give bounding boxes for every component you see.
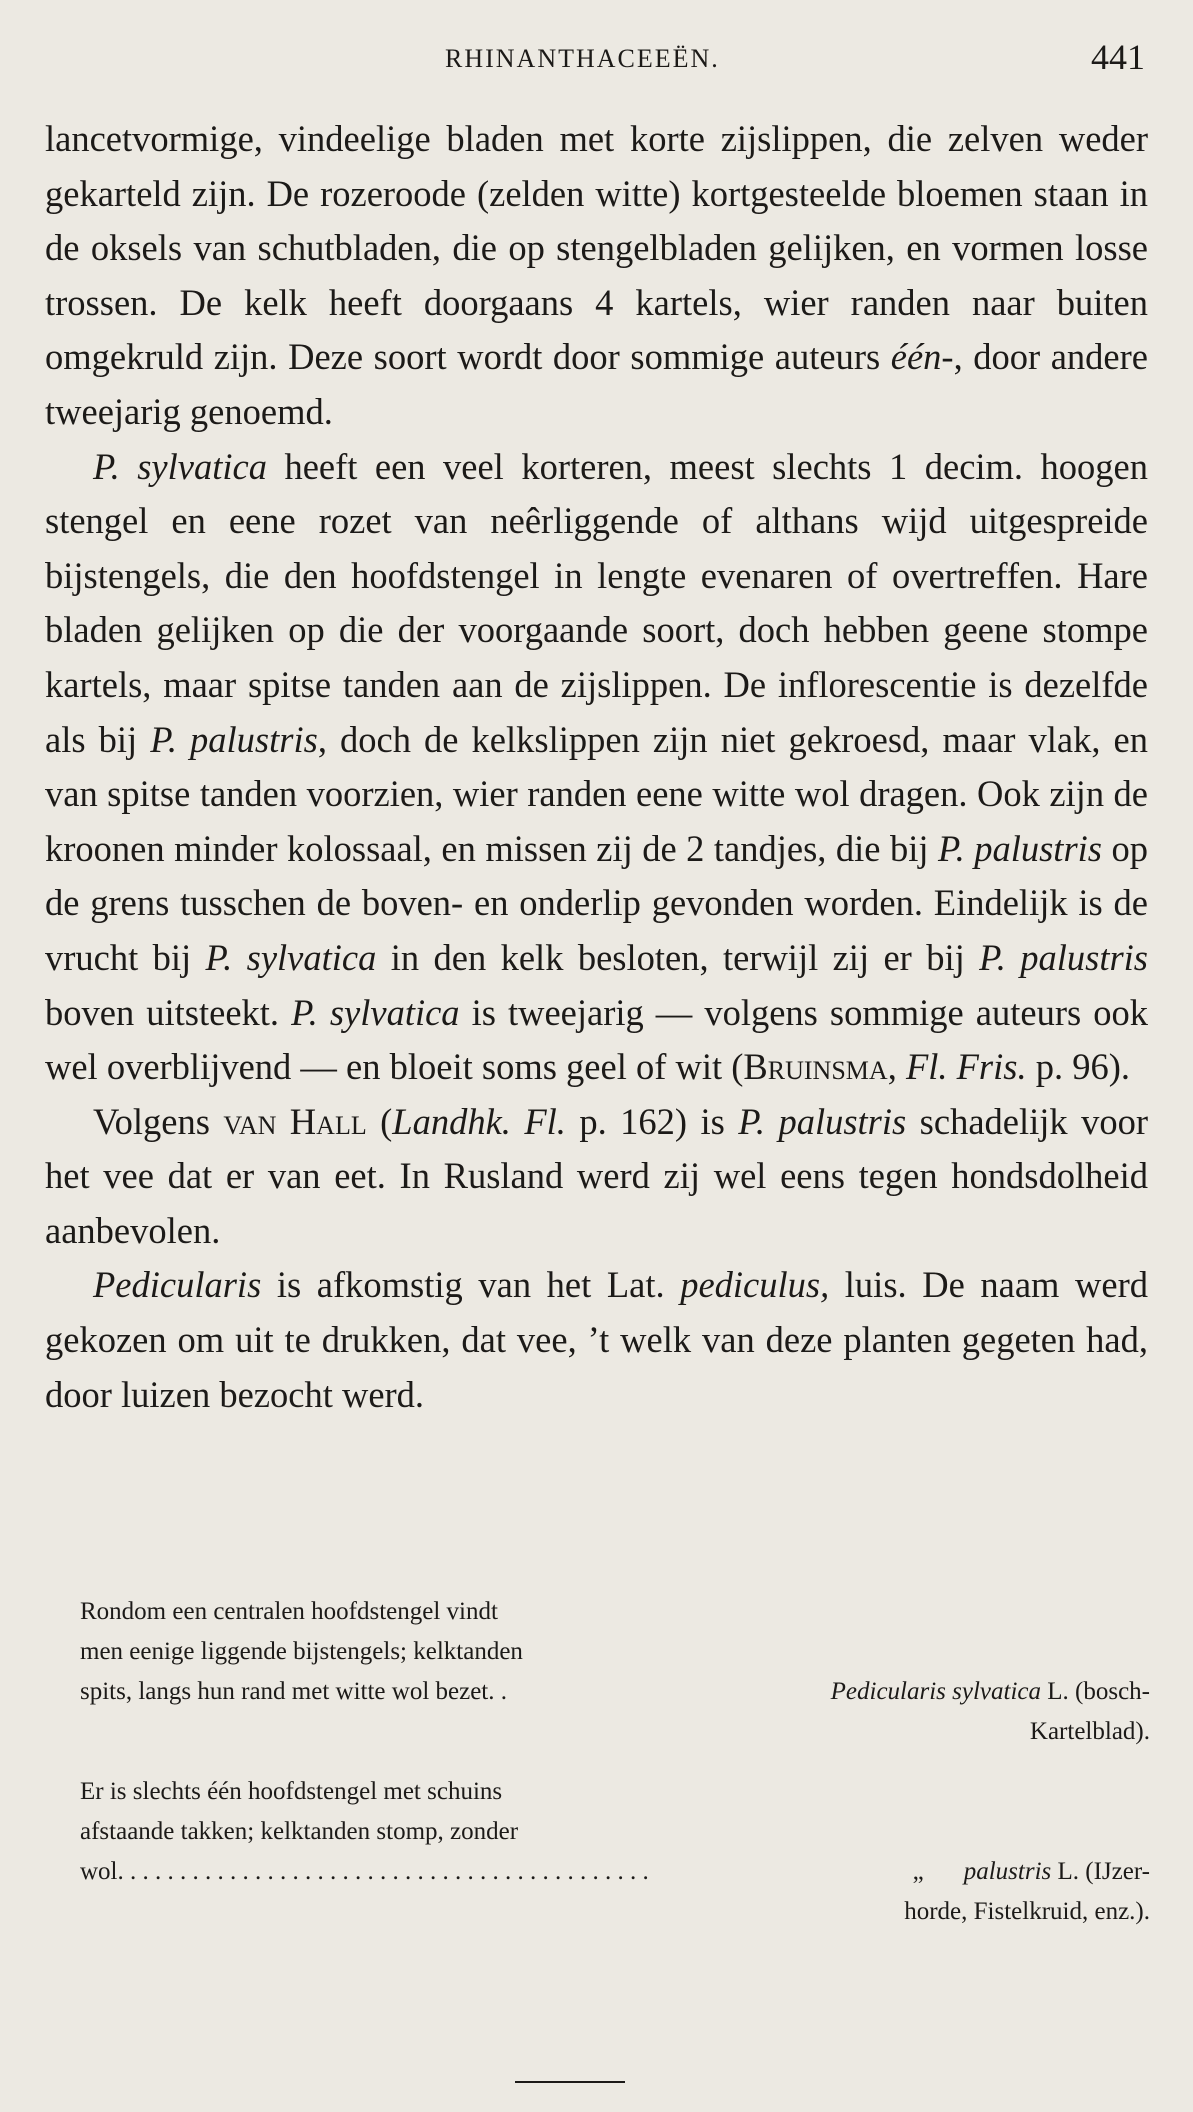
key-couplet-palustris: Er is slechts één hoofdstengel met schuins afstaande takken; kelktanden stomp, zonder wol. . . . . . . . . . . . . . . . . . . . . . . . . . . . . . . . . . . . . . . . . . . „ palustris L. (IJzer- horde, Fistelkruid, enz.). xyxy=(80,1778,1150,1925)
genus-name: Pedicularis xyxy=(93,1264,262,1306)
page-number: 441 xyxy=(1091,37,1145,77)
latin-word: pediculus, xyxy=(680,1264,830,1306)
paragraph-1: lancetvormige, vindeelige bladen met korte zijslippen, die zelven weder gekarteld zijn. De rozeroode (zelden witte) kortgesteelde bloemen staan in de oksels van schutbladen, die op stengelbladen gelijken, en vormen losse trossen. De kelk heeft doorgaans 4 kartels, wier randen naar buiten omgekruld zijn. Deze soort wordt door sommige auteurs één-, door andere tweejarig genoemd. xyxy=(45,118,1148,432)
paragraph-4: Pedicularis is afkomstig van het Lat. pediculus, luis. De naam werd gekozen om uit te drukken, dat vee, ’t welk van deze planten gegeten had, door luizen bezocht werd. xyxy=(45,1264,1148,1415)
species-name: P. palustris xyxy=(738,1100,907,1142)
author-name: van Hall xyxy=(223,1100,367,1142)
species-name: P. sylvatica xyxy=(291,991,460,1033)
author-name: Bruinsma xyxy=(743,1046,888,1088)
body-text xyxy=(45,112,1148,1422)
section-rule xyxy=(515,2081,625,2083)
species-name: P. palustris xyxy=(938,827,1102,869)
species-name: P. sylvatica xyxy=(205,936,377,978)
species-name: P. palustris xyxy=(979,936,1149,978)
species-name: P. palustris xyxy=(150,718,318,760)
identification-key xyxy=(80,1592,1150,1932)
key-result: „ palustris L. (IJzer- xyxy=(912,1858,1150,1885)
paragraph-2: P. sylvatica heeft een veel korteren, meest slechts 1 decim. hoogen stengel en eene rozet van neêrliggende of althans wijd uitgespreide bijstengels, die den hoofdstengel in lengte evenaren of overtreffen. Hare bladen gelijken op die der voorgaande soort, doch hebben geene stompe kartels, maar spitse tanden aan de zijslippen. De inflorescentie is dezelfde als bij P. palustris, doch de kelkslippen zijn niet gekroesd, maar vlak, en van spitse tanden voorzien, wier randen eene witte wol dragen. Ook zijn de kroonen minder kolossaal, en missen zij de 2 tandjes, die bij P. palustris op de grens tusschen de boven- en onderlip gevonden worden. Eindelijk is de vrucht bij P. sylvatica in den kelk besloten, terwijl zij er bij P. palustris boven uitsteekt. P. sylvatica is tweejarig — volgens sommige auteurs ook wel overblijvend — en bloeit soms geel of wit (Bruinsma, Fl. Fris. p. 96). xyxy=(45,445,1149,1088)
reference: Fl. Fris. xyxy=(905,1046,1027,1088)
page-header xyxy=(45,36,1145,80)
paragraph-3: Volgens van Hall (Landhk. Fl. p. 162) is P. palustris schadelijk voor het vee dat er van eet. In Rusland werd zij wel eens tegen hondsdolheid aanbevolen. xyxy=(45,1100,1148,1251)
reference: Landhk. Fl. xyxy=(392,1100,566,1142)
key-result: Pedicularis sylvatica L. (bosch- xyxy=(830,1678,1150,1705)
key-couplet-sylvatica: Rondom een centralen hoofdstengel vindt men eenige liggende bijstengels; kelktanden spits, langs hun rand met witte wol bezet. . Pedicularis sylvatica L. (bosch- Kartelblad). xyxy=(80,1598,1150,1745)
species-name: P. sylvatica xyxy=(93,445,267,487)
running-title: RHINANTHACEEËN. xyxy=(445,44,720,73)
